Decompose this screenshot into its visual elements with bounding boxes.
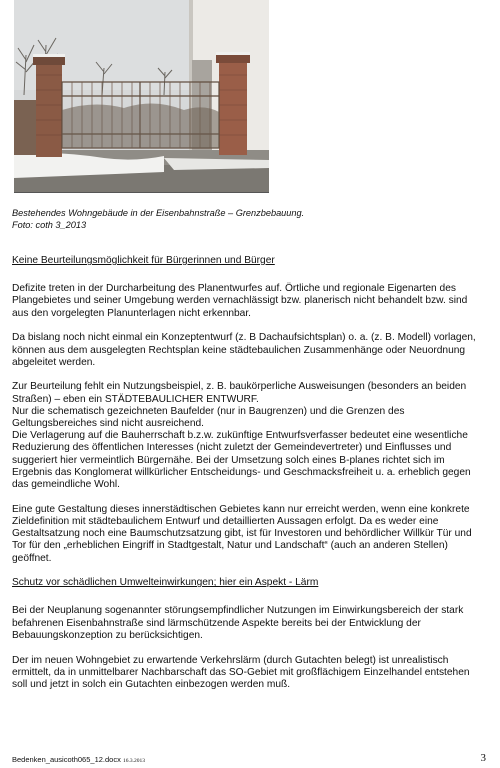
footer-filename: Bedenken_ausicoth065_12.docx (12, 755, 121, 764)
paragraph: Defizite treten in der Durcharbeitung des Planentwurfes auf. Örtliche und regionale Eigenarten des Plangebietes und seiner Umgebung werden vernachlässigt bzw. planerisch nicht behandelt bzw. sind aus den vorgelegten Planunterlagen nicht erkennbar. (12, 283, 468, 319)
paragraph: Bei der Neuplanung sogenannter störungsempfindlicher Nutzungen im Einwirkungsbereich der stark befahrenen Eisenbahnstraße sind lärmschützende Aspekte bereits bei der Entwicklung der Bebauungskonzeption zu berücksichtigen. (12, 605, 464, 641)
document-body (12, 255, 482, 704)
footer-date: 16.3.2013 (122, 758, 145, 764)
photo-street-gate-image (14, 0, 269, 192)
caption-line-1: Bestehendes Wohngebäude in der Eisenbahnstraße – Grenzbebauung. (12, 208, 305, 218)
paragraph: Der im neuen Wohngebiet zu erwartende Verkehrslärm (durch Gutachten belegt) ist unrealistisch ermittelt, da in unmittelbarer Nachbarschaft das SO-Gebiet mit großflächigem Einzelhandel entstehen soll und jetzt in solch ein Gutachten einbezogen werden muß. (12, 654, 470, 690)
paragraph: Eine gute Gestaltung dieses innerstädtischen Gebietes kann nur erreicht werden, wenn eine konkrete Zieldefinition mit städtebaulichem Entwurf und detaillierten Aussagen erfolgt. Da es weder eine Gestaltsatzung noch eine Baumschutzsatzung gibt, ist für Investoren und behördlicher Willkür Tür und Tor für den „erheblichen Eingriff in Stadtgestalt, Natur und Landschaft“ (auch an anderen Stellen) geöffnet. (12, 503, 472, 564)
paragraph: Zur Beurteilung fehlt ein Nutzungsbeispiel, z. B. baukörperliche Ausweisungen (besonders an beiden Straßen) – eben ein STÄDTEBAULICHER ENTWURF. (12, 381, 467, 405)
caption-line-2: Foto: coth 3_2013 (12, 220, 87, 230)
paragraph: Die Verlagerung auf die Bauherrschaft b.z.w. zukünftige Entwurfsverfasser bedeutet eine wesentliche Reduzierung des öffentlichen Interesses (nicht zuletzt der Gemeindevertreter) und Einflusses und suggeriert hier vermeintlich Bürgernähe. Bei der Umsetzung solch eines B-planes richtet sich im Ergebnis das Konglomerat willkürlicher Entscheidungs- und Geschmacksfreiheit u. a. erheblich gegen das gemeindliche Wohl. (12, 430, 471, 491)
page-footer (12, 755, 145, 764)
document-photo (14, 0, 269, 193)
section-heading-1: Keine Beurteilungsmöglichkeit für Bürgerinnen und Bürger (12, 255, 275, 266)
paragraph: Da bislang noch nicht einmal ein Konzeptentwurf (z. B Dachaufsichtsplan) o. a. (z. B. Modell) vorlagen, können aus dem ausgelegten Rechtsplan keine städtebaulichen Zusammenhänge oder Neuordnung abgeleitet werden. (12, 332, 476, 368)
photo-caption (12, 207, 482, 231)
paragraph: Nur die schematisch gezeichneten Baufelder (nur in Baugrenzen) und die Grenzen des Geltungsbereiches sind nicht ausreichend. (12, 405, 405, 430)
section-heading-2: Schutz vor schädlichen Umwelteinwirkungen; hier ein Aspekt - Lärm (12, 577, 319, 589)
page-number: 3 (480, 752, 486, 764)
